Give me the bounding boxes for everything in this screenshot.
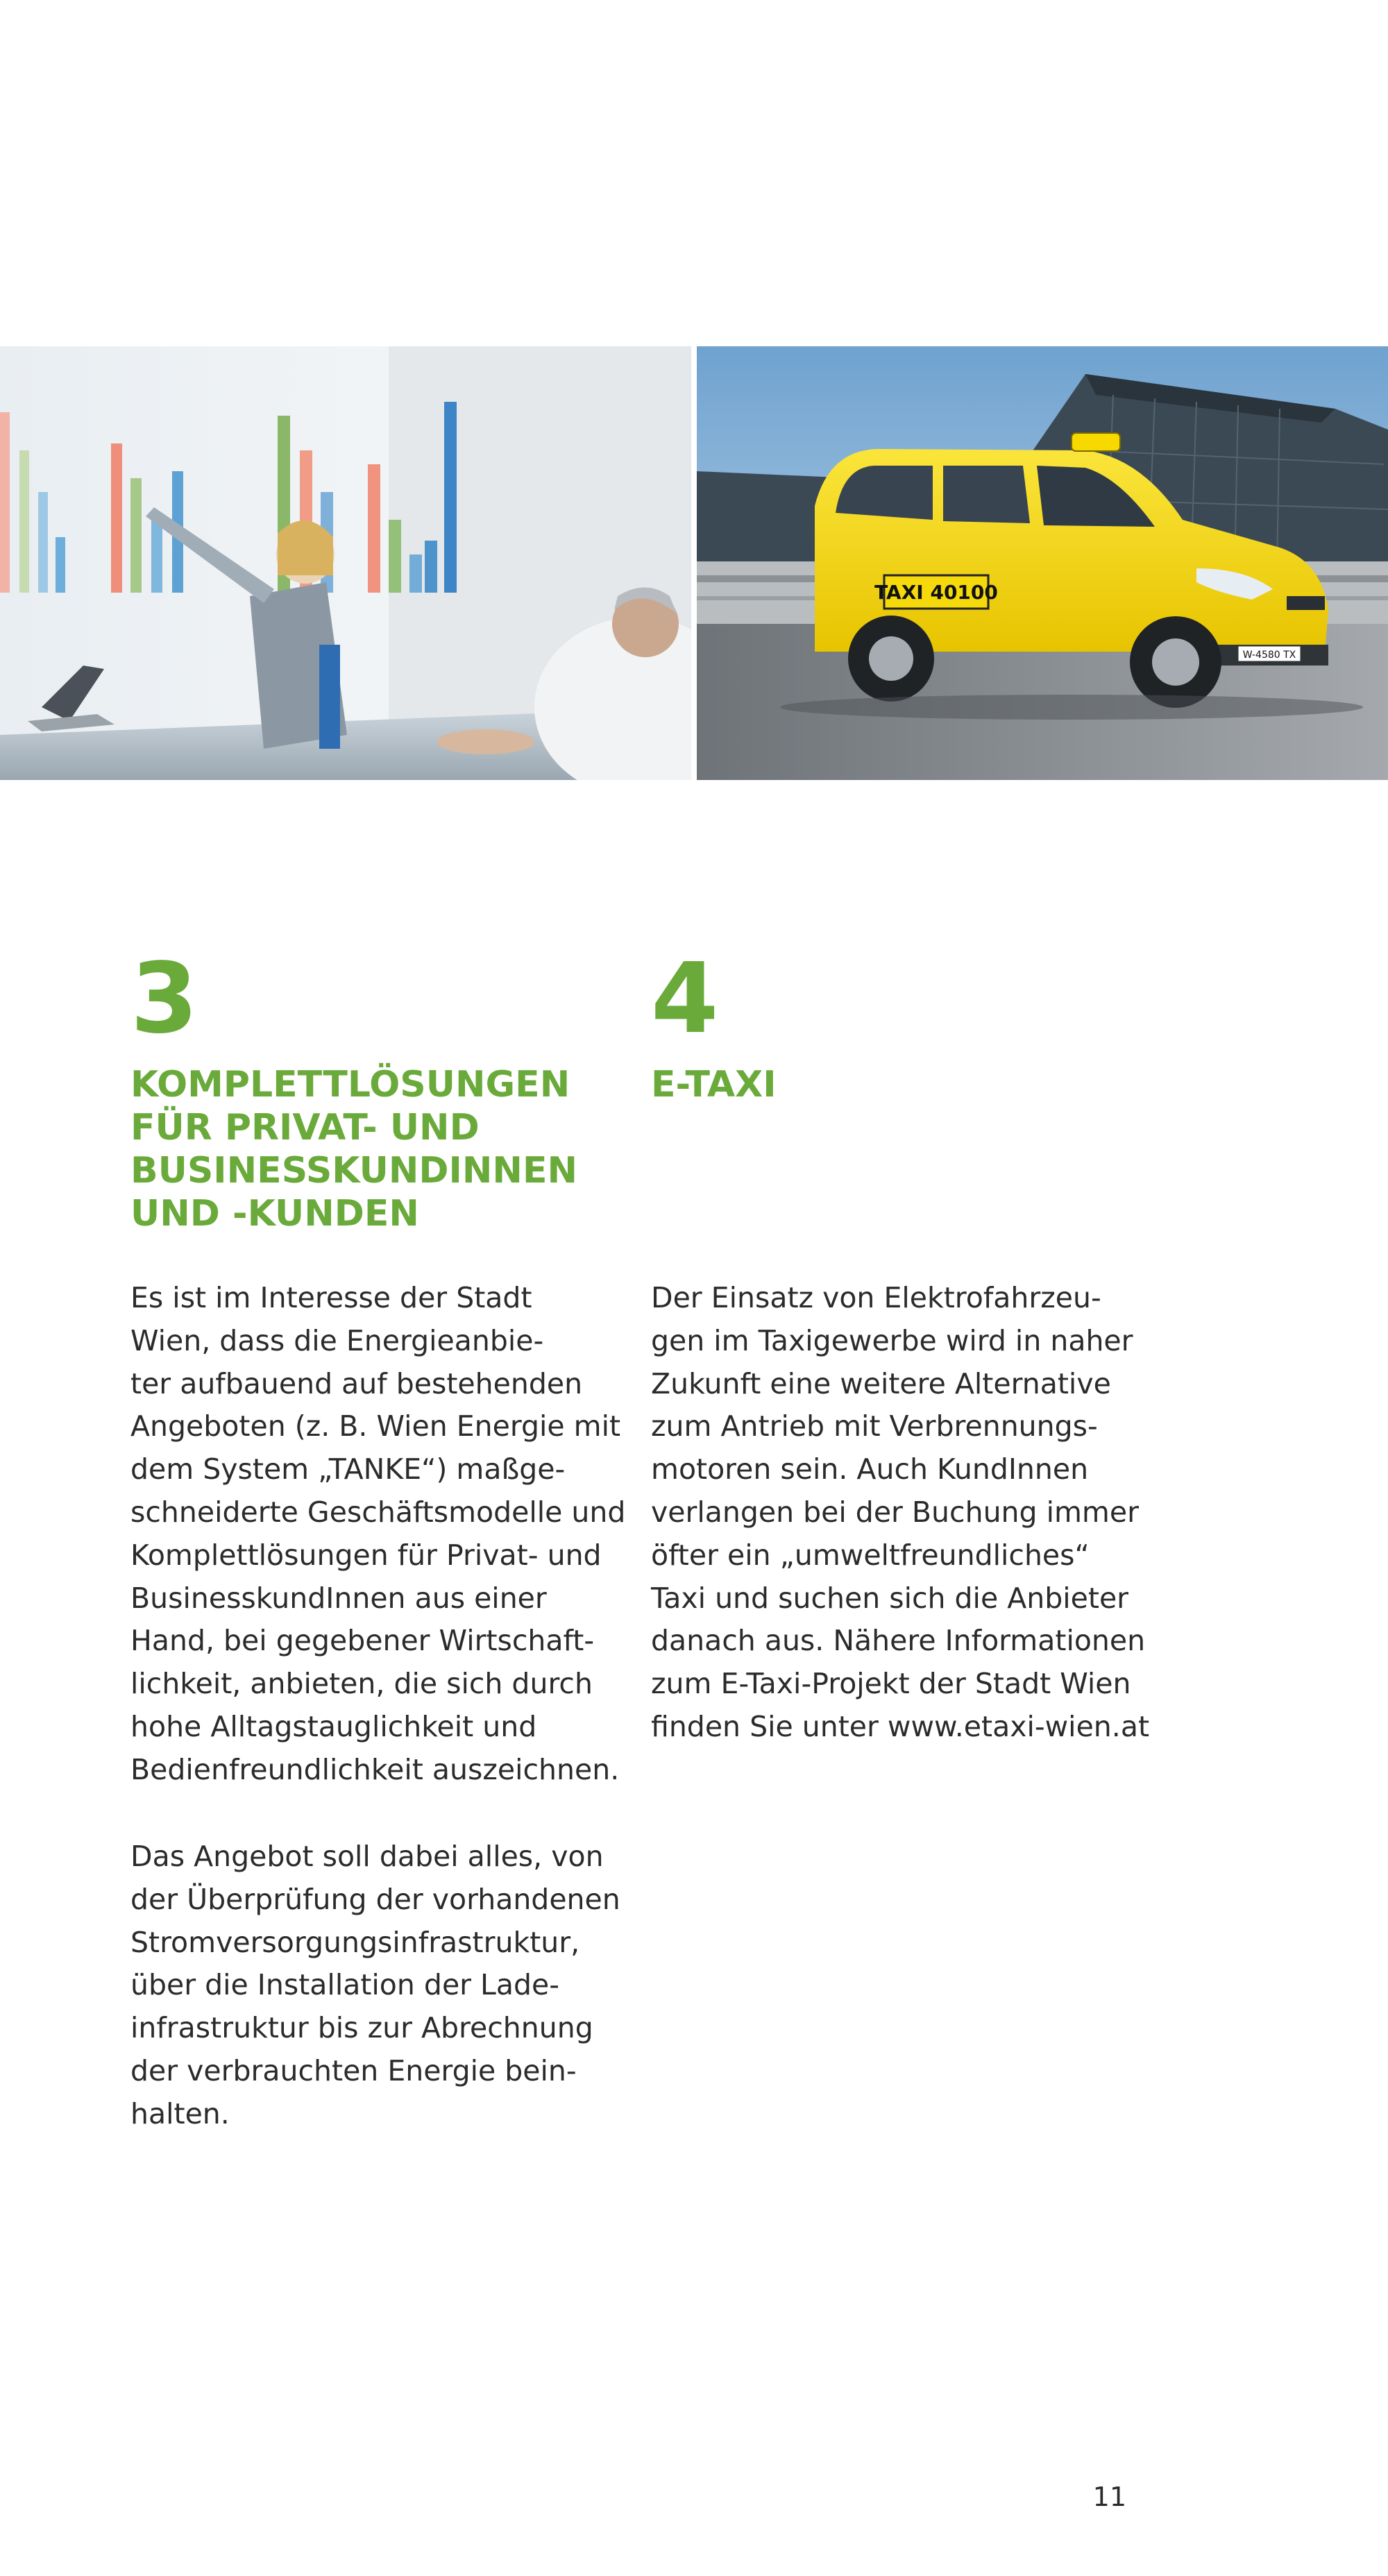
photo-strip [0, 346, 1388, 780]
section-4-paragraph-1: Der Einsatz von Elektrofahrzeu- gen im Taxigewerbe wird in naher Zukunft eine weitere Alternative zum Antrieb mit Verbrennungs- motoren sein. Auch KundInnen verlangen bei der Buchung immer öfter ein „umweltfreundliches“ Taxi und suchen sich die Anbieter danach aus. Nähere Informationen zum E-Taxi-Projekt der Stadt Wien finden Sie unter www.etaxi-wien.at [651, 1281, 1150, 1743]
section-3-paragraph-1: Es ist im Interesse der Stadt Wien, dass die Energieanbie- ter aufbauend auf bestehenden Angeboten (z. B. Wien Energie mit dem System „TANKE“) maßge- schneiderte Geschäftsmodelle und Komplettlösungen für Privat- und BusinesskundInnen aus einer Hand, bei gegebener Wirtschaft- lichkeit, anbieten, die sich durch hohe Alltagstauglichkeit und Bedienfreundlichkeit auszeichnen. [130, 1281, 626, 1786]
taxi-side-label: TAXI 40100 [874, 581, 998, 604]
license-plate: W-4580 TX [1242, 650, 1296, 661]
section-title: KOMPLETTLÖSUNGEN FÜR PRIVAT- UND BUSINESSKUNDINNEN UND -KUNDEN [130, 1064, 577, 1235]
section-number: 3 [130, 942, 197, 1056]
section-3 [130, 942, 630, 1235]
section-title: E-TAXI [651, 1064, 777, 1105]
section-number: 4 [651, 942, 718, 1056]
section-4 [651, 942, 1151, 1106]
presentation-photo [0, 346, 691, 780]
taxi-illustration [697, 346, 1388, 780]
section-3-paragraph-2: Das Angebot soll dabei alles, von der Überprüfung der vorhandenen Stromversorgungsinfrastruktur, über die Installation der Lade- infrastruktur bis zur Abrechnung der verbrauchten Energie bein- halten. [130, 1840, 620, 2130]
presentation-illustration [0, 346, 691, 780]
e-taxi-photo [697, 346, 1388, 780]
page-number: 11 [1092, 2482, 1126, 2512]
